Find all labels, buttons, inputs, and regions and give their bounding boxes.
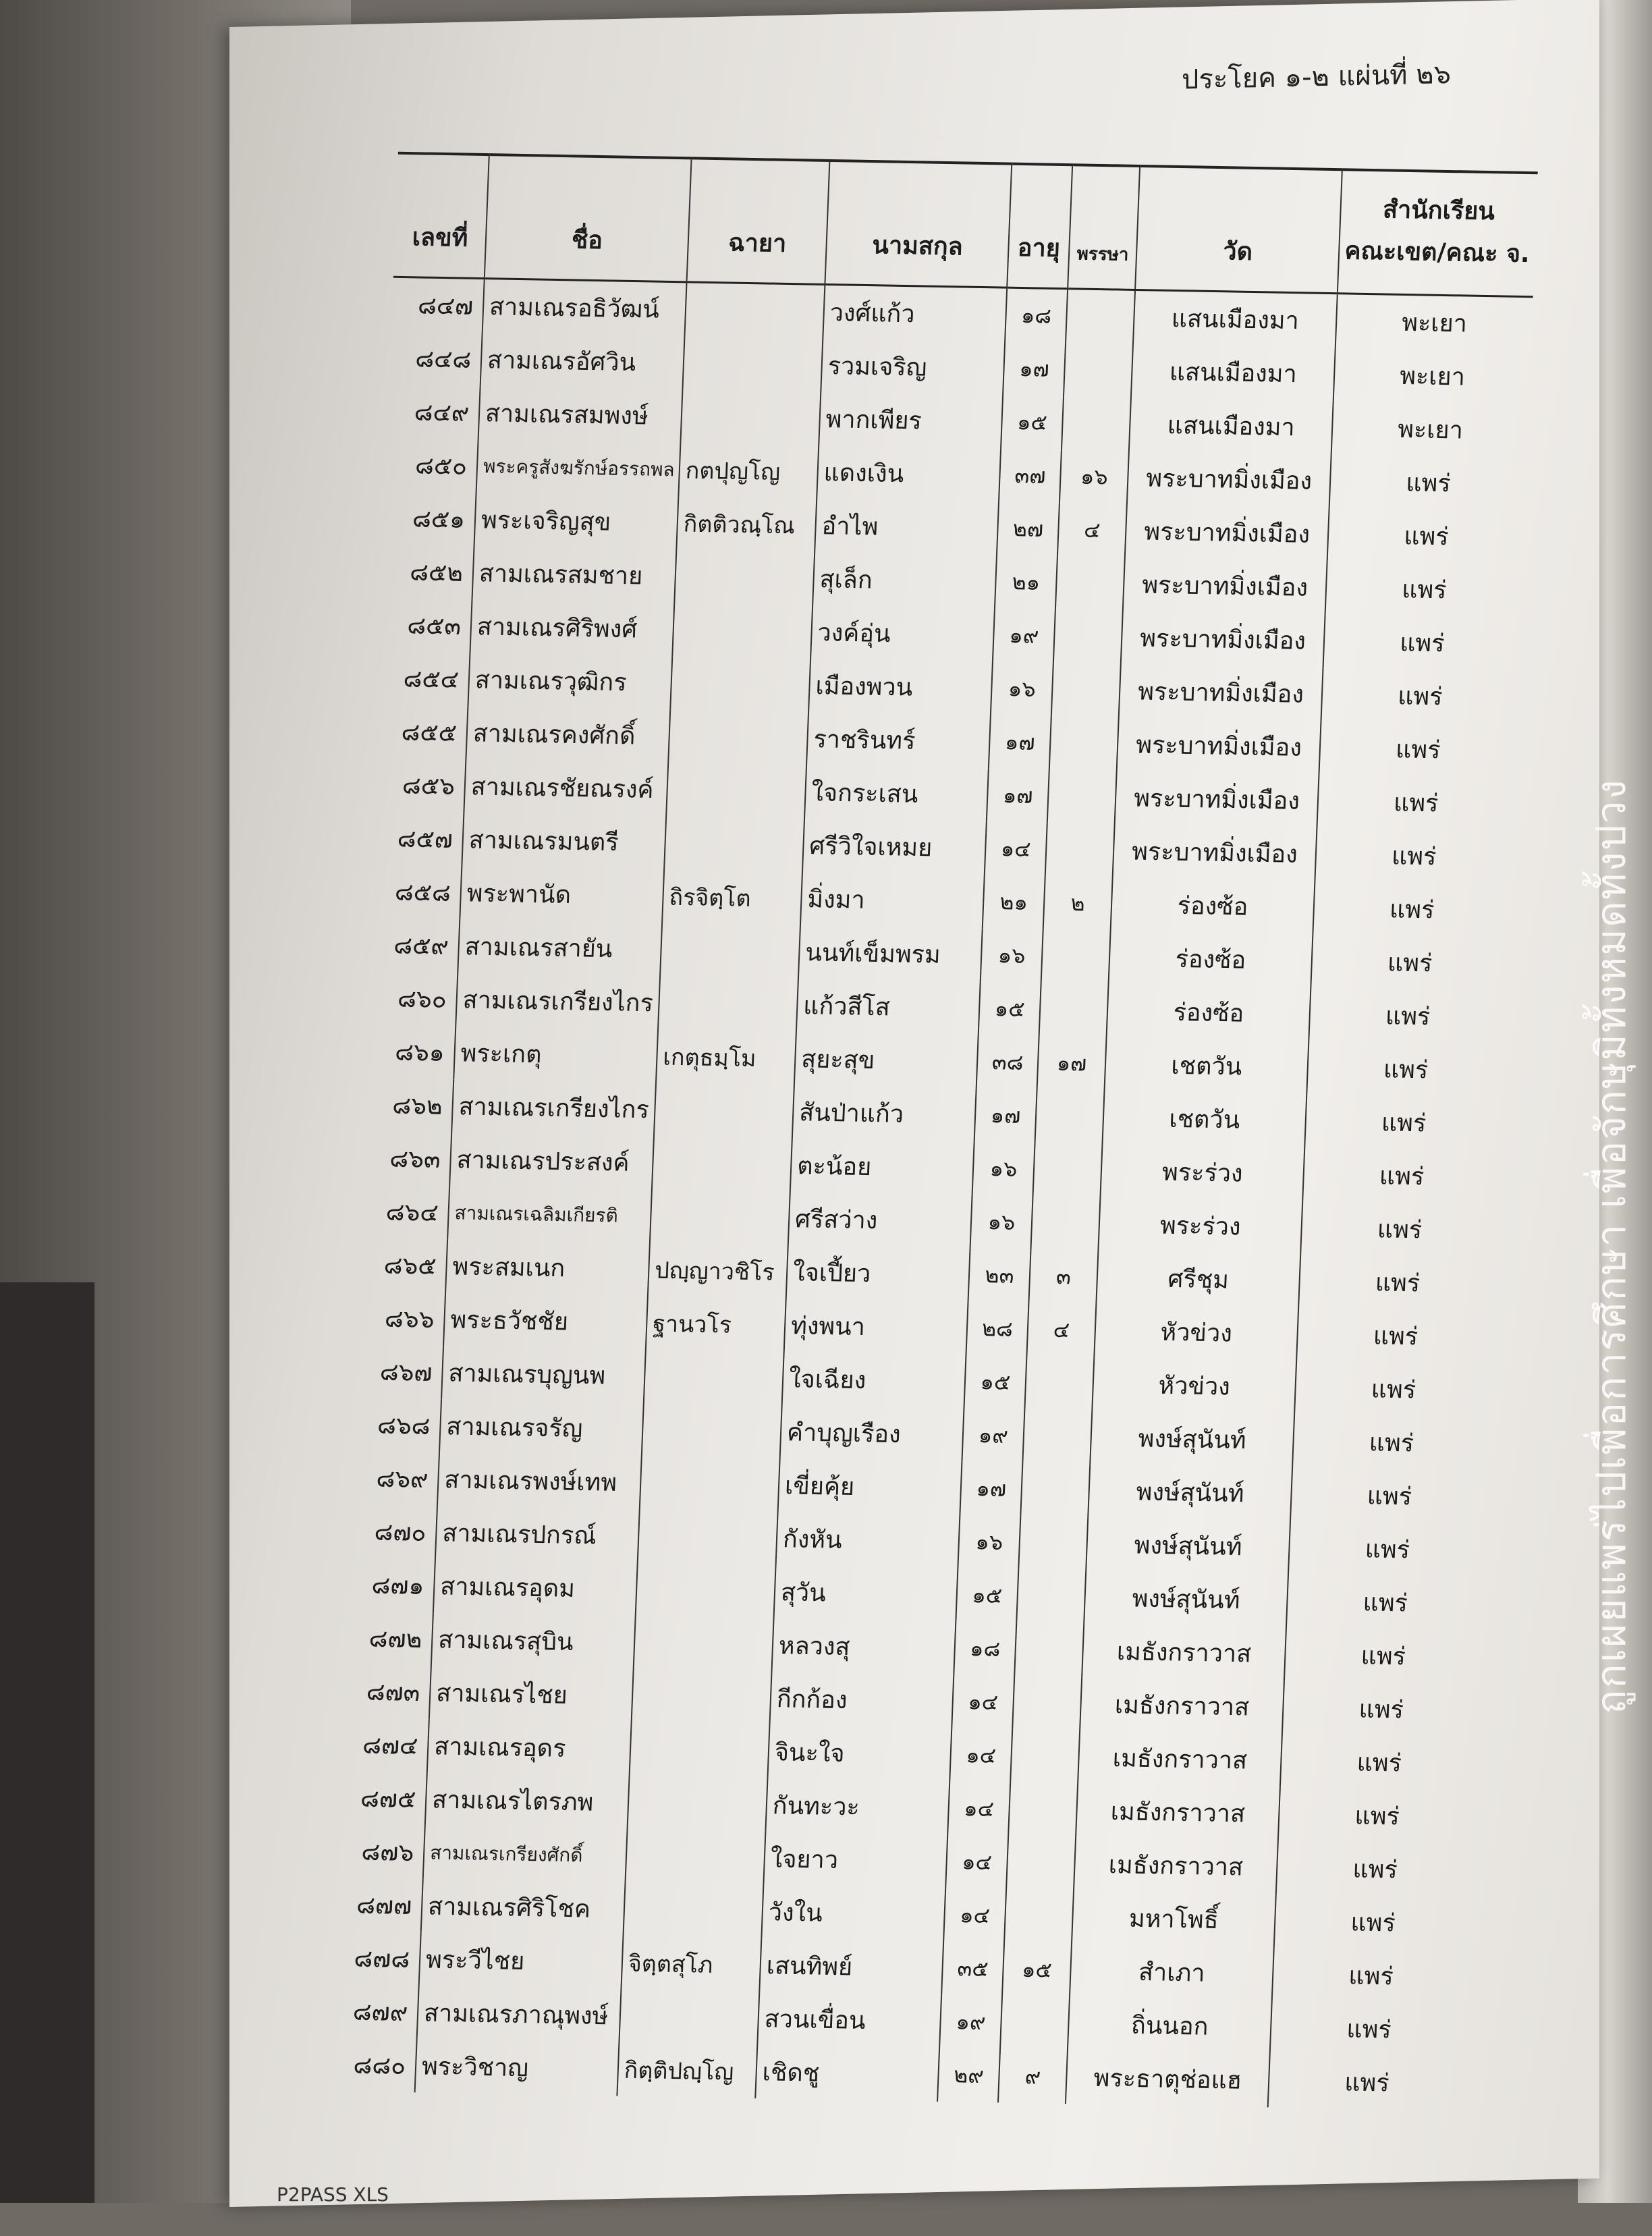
cell-name: พระสมเนก [445,1239,650,1296]
cell-no: ๘๗๘ [353,1944,410,1974]
cell-name: สามเณรเกรียงไกร [451,1079,656,1136]
cell-surname: รวมเจริญ [821,339,1005,396]
cell-alias [660,923,800,979]
cell-age: ๓๘ [976,1035,1039,1090]
cell-age: ๑๙ [993,609,1055,663]
cell-alias [628,1776,768,1832]
cell-age: ๒๗ [997,502,1059,557]
cell-temple: ร่องซ้อ [1111,877,1315,934]
cell-school: แพร่ [1302,1147,1500,1204]
cell-surname: เสนทิพย์ [759,1938,943,1995]
cell-surname: พากเพียร [819,392,1003,449]
col-header-school-bottom: คณะเขต/คณะ จ. [1344,237,1531,269]
cell-age: ๑๕ [979,982,1041,1037]
col-header-temple: วัด [1135,166,1342,294]
cell-age: ๑๖ [981,929,1043,983]
cell-school: แพร่ [1284,1627,1482,1684]
cell-school: แพร่ [1296,1307,1494,1364]
cell-name: พระเกตุ [453,1026,658,1083]
cell-surname: ตะน้อย [790,1139,974,1195]
cell-alias [674,549,815,605]
cell-surname: จินะใจ [767,1725,952,1782]
footer-mark: P2PASS XLS [277,2183,389,2206]
cell-alias [630,1723,770,1779]
cell-ordain: ๑๕ [1002,1942,1072,1997]
cell-name: สามเณรไชย [429,1666,634,1722]
cell-age: ๑๕ [956,1569,1018,1623]
cell-age: ๑๗ [1003,342,1066,397]
cell-age: ๑๔ [952,1675,1014,1730]
cell-name: สามเณรบุญนพ [441,1346,646,1402]
cell-school: แพร่ [1288,1521,1486,1577]
cell-ordain [1053,609,1123,664]
cell-age: ๑๘ [954,1622,1016,1676]
cell-age: ๑๔ [947,1782,1010,1836]
watermark-text: ถูกเผยแพร่ไปเพื่อการศึกษา เพื่อจักษุมิทั้งหมดทั้งปวง [1588,778,1635,1714]
col-header-alias: ฉายา [687,158,830,284]
cell-temple: พระธาตุช่อแฮ [1066,2050,1270,2107]
cell-temple: แสนเมืองมา [1133,290,1338,348]
cell-name: สามเณรพงษ์เทพ [437,1452,642,1509]
cell-age: ๒๘ [966,1302,1028,1357]
cell-name: สามเณรคงศักดิ์ [466,706,670,763]
cell-no: ๘๔๘ [414,345,472,374]
cell-ordain [1055,556,1125,611]
cell-school: แพร่ [1304,1094,1502,1151]
cell-temple: เมธังกราวาส [1078,1730,1282,1787]
cell-surname: อำไพ [815,499,999,555]
cell-ordain [1049,716,1119,771]
cell-no: ๘๕๐ [414,452,468,481]
cell-age: ๑๔ [943,1888,1006,1943]
cell-ordain [1018,1516,1088,1571]
cell-no: ๘๖๔ [385,1198,439,1227]
cell-no: ๘๗๐ [373,1518,427,1547]
cell-name: พระเจริญสุข [474,493,679,549]
cell-alias: จิตฺตสุโภ [621,1936,761,1992]
col-header-ordain: พรรษา [1068,165,1140,290]
cell-school: แพร่ [1278,1787,1476,1844]
cell-no: ๘๖๘ [377,1411,431,1440]
cell-school: แพร่ [1300,1201,1498,1257]
cell-alias [666,763,806,819]
cell-age: ๓๗ [999,449,1062,503]
cell-alias [632,1670,772,1726]
cell-age: ๑๗ [989,715,1051,770]
cell-ordain [1012,1676,1082,1730]
cell-school: แพร่ [1286,1574,1484,1631]
cell-school: แพร่ [1321,667,1519,724]
cell-temple: พงษ์สุนันท์ [1088,1464,1292,1521]
cell-school: แพร่ [1282,1681,1480,1737]
cell-ordain [1000,1996,1070,2050]
cell-surname: สวนเขื่อน [757,1992,941,2048]
cell-age: ๑๔ [949,1728,1012,1783]
cell-temple: เชตวัน [1105,1037,1309,1094]
cell-no: ๘๔๗ [417,292,474,321]
cell-school: แพร่ [1306,1041,1504,1097]
cell-temple: พงษ์สุนันท์ [1084,1571,1288,1627]
table-body [324,277,1533,2110]
cell-alias [672,603,813,659]
cell-name: พระธวัชชัย [443,1292,648,1349]
cell-alias: กตปุญโญ [678,443,819,499]
cell-temple: หัวข่วง [1094,1304,1298,1361]
cell-no: ๘๗๖ [360,1838,415,1867]
cell-name: สามเณรศิริโชค [421,1879,626,1936]
cell-temple: เมธังกราวาส [1076,1784,1280,1840]
cell-no: ๘๖๕ [383,1251,437,1280]
cell-temple: พระบาทมิ่งเมือง [1113,824,1317,881]
cell-ordain: ๙ [998,2049,1068,2104]
cell-temple: พระบาทมิ่งเมือง [1123,557,1327,614]
cell-no: ๘๗๗ [356,1891,412,1921]
cell-school: แพร่ [1309,987,1506,1044]
cell-no: ๘๕๘ [394,878,451,907]
cell-alias [638,1509,778,1565]
col-header-age: อายุ [1007,164,1072,289]
cell-surname: กีกก้อง [769,1672,954,1728]
cell-no: ๘๗๙ [352,1998,408,2027]
cell-ordain [1064,343,1133,398]
cell-surname: กันทะวะ [765,1778,949,1835]
cell-alias [680,389,821,445]
cell-temple: พระบาทมิ่งเมือง [1119,664,1323,721]
cell-school: แพร่ [1274,1894,1472,1951]
cell-ordain [1047,769,1117,824]
cell-alias [623,1883,763,1939]
cell-name: สามเณรอธิวัฒน์ [483,279,687,337]
col-header-school [1338,169,1538,297]
cell-surname: ศรีสว่าง [788,1192,972,1249]
cell-ordain: ๓ [1028,1249,1098,1304]
cell-no: ๘๕๑ [412,505,466,534]
cell-ordain: ๔ [1026,1303,1096,1357]
cell-age: ๒๑ [983,875,1045,930]
cell-age: ๑๗ [974,1089,1037,1143]
cell-name: สามเณรประสงค์ [449,1133,654,1189]
cell-name: สามเณรชัยณรงค์ [464,759,668,816]
cell-ordain [1022,1409,1092,1464]
cell-surname: ราชรินทร์ [806,712,991,769]
cell-alias [668,709,808,765]
cell-surname: กังหัน [776,1512,960,1569]
cell-name: สามเณรปกรณ์ [435,1506,640,1562]
cell-alias [684,282,825,339]
col-header-school-top: สำนักเรียน [1382,196,1495,226]
cell-alias [640,1456,780,1512]
cell-temple: พระบาทมิ่งเมือง [1117,717,1321,774]
cell-alias [670,656,810,712]
cell-surname: ศรีวิใจเหมย [802,819,987,875]
cell-school: แพร่ [1294,1361,1492,1417]
cell-no: ๘๕๗ [397,825,453,854]
cell-alias: ฐานวโร [646,1296,786,1352]
book-cover-edge [0,1282,94,2203]
cell-surname: วังใน [761,1885,945,1942]
cell-name: สามเณรจรัญ [439,1399,644,1456]
cell-name: พระครูสังฆรักษ์อรรถพล [476,439,681,496]
cell-name: สามเณรอุดร [427,1719,632,1776]
page-header: ประโยค ๑-๒ แผ่นที่ ๒๖ [1181,59,1451,96]
cell-age: ๒๑ [995,555,1057,610]
cell-age: ๑๔ [945,1835,1008,1890]
cell-no: ๘๕๔ [402,665,460,694]
cell-surname: วงค์อุ่น [810,605,995,662]
cell-ordain [1024,1356,1094,1411]
cell-school: พะเยา [1336,294,1533,352]
cell-surname: แดงเงิน [817,445,1001,502]
cell-age: ๑๗ [987,769,1049,823]
cell-age: ๑๖ [970,1195,1033,1250]
cell-no: ๘๖๑ [394,1038,445,1067]
cell-alias [634,1616,774,1672]
cell-ordain [1045,823,1115,877]
cell-temple: พระบาทมิ่งเมือง [1125,504,1329,561]
cell-temple: เมธังกราวาส [1074,1837,1278,1894]
cell-no: ๘๕๖ [402,771,456,800]
cell-age: ๑๗ [960,1462,1022,1517]
cell-age: ๑๘ [1005,288,1068,343]
cell-temple: พงษ์สุนันท์ [1090,1411,1294,1467]
cell-ordain: ๑๖ [1059,449,1129,504]
cell-alias: ถิรจิตฺโต [662,869,802,925]
cell-ordain [1008,1782,1078,1837]
cell-school: พะเยา [1333,348,1531,404]
col-header-name: ชื่อ [485,155,692,282]
cell-ordain [1039,983,1109,1037]
cell-name: สามเณรอัศวิน [480,333,685,389]
cell-no: ๘๖๙ [375,1465,429,1494]
cell-temple: แสนเมืองมา [1131,344,1336,401]
cell-age: ๓๕ [941,1942,1004,1996]
cell-name: พระวีไชย [419,1932,624,1989]
cell-surname: ทุ่งพนา [784,1299,968,1355]
cell-no: ๘๗๓ [366,1678,421,1708]
cell-temple: ร่องซ้อ [1107,984,1311,1041]
cell-alias [650,1189,790,1245]
cell-alias [636,1562,776,1618]
cell-alias [644,1349,784,1405]
cell-school: แพร่ [1272,1947,1470,2004]
cell-surname: มิ่งมา [800,872,985,929]
cell-alias: เกตุธมฺโม [656,1029,796,1085]
cell-no: ๘๕๒ [409,558,464,587]
cell-alias [619,1990,759,2046]
cell-temple: พงษ์สุนันท์ [1086,1517,1290,1574]
cell-no: ๘๖๖ [384,1305,435,1334]
cell-alias [626,1830,766,1886]
cell-surname: สุวัน [774,1565,958,1622]
cell-ordain [1014,1623,1084,1677]
cell-school: แพร่ [1327,508,1525,564]
col-header-no: เลขที่ [393,153,489,279]
cell-temple: เมธังกราวาส [1082,1624,1286,1681]
cell-school: แพร่ [1290,1467,1488,1524]
cell-surname: วงศ์แก้ว [823,284,1007,342]
cell-name: สามเณรมนตรี [462,813,666,869]
cell-name: สามเณรสายัน [458,919,662,976]
cell-ordain [1030,1196,1100,1251]
cell-temple: สำเภา [1070,1944,1274,2000]
cell-school: พะเยา [1331,401,1529,458]
cell-school: แพร่ [1325,561,1523,618]
cell-ordain [1033,1143,1103,1197]
cell-age: ๑๙ [962,1409,1024,1463]
cell-no: ๘๗๑ [370,1571,425,1601]
cell-no: ๘๗๒ [368,1625,423,1654]
cell-no: ๘๖๓ [389,1145,441,1174]
cell-age: ๑๙ [939,1995,1002,2050]
cell-alias: ปญฺญาวชิโร [648,1243,788,1299]
cell-temple: เมธังกราวาส [1080,1677,1284,1734]
cell-surname: แก้วสีโส [796,979,981,1035]
cell-surname: นนท์เข็มพรม [798,925,983,982]
cell-alias: กิตฺติปญฺโญ [617,2043,757,2099]
cell-surname: คำบุญเรือง [780,1405,964,1462]
cell-no: ๘๖๒ [391,1091,443,1120]
cell-alias [664,816,804,872]
cell-ordain [1006,1836,1076,1890]
cell-temple: พระบาทมิ่งเมือง [1127,451,1331,508]
cell-temple: พระร่วง [1098,1197,1302,1254]
table-header-row [393,153,1538,297]
cell-alias: กิตติวณฺโณ [676,496,817,552]
cell-no: ๘๔๙ [413,398,470,427]
cell-name: สามเณรวุฒิกร [468,653,672,709]
cell-school: แพร่ [1276,1840,1474,1897]
cell-name: พระพานัด [460,866,664,923]
cell-no: ๘๗๕ [360,1784,417,1814]
cell-alias [654,1083,794,1139]
cell-age: ๑๕ [1001,396,1064,450]
cell-ordain [1016,1569,1086,1624]
cell-school: แพร่ [1313,881,1510,937]
cell-surname: ใจเฉียง [782,1352,966,1409]
cell-temple: หัวข่วง [1092,1357,1296,1414]
cell-school: แพร่ [1329,454,1527,511]
cell-no: ๘๖๗ [379,1358,433,1387]
cell-temple: มหาโพธิ์ [1072,1890,1276,1947]
cell-no: ๘๖๐ [397,985,447,1014]
cell-ordain [1066,289,1135,344]
cell-temple: เชตวัน [1102,1091,1306,1147]
cell-ordain [1062,396,1131,451]
cell-temple: ร่องซ้อ [1109,931,1313,987]
cell-surname: สุเล็ก [813,552,997,609]
cell-age: ๑๖ [991,662,1053,717]
cell-temple: พระบาทมิ่งเมือง [1115,771,1319,827]
cell-ordain [1004,1889,1074,1944]
cell-name: สามเณรเกรียงไกร [456,973,660,1029]
cell-surname: สันป่าแก้ว [792,1085,976,1142]
cell-surname: สุยะสุข [794,1032,979,1089]
cell-school: แพร่ [1268,2054,1466,2110]
cell-name: สามเณรเฉลิมเกียรติ [447,1186,652,1243]
cell-ordain [1035,1089,1105,1144]
cell-no: ๘๘๐ [352,2051,406,2081]
cell-name: สามเณรสมพงษ์ [478,386,683,443]
document-page [229,0,1599,2207]
cell-name: สามเณรไตรภพ [425,1772,630,1829]
results-table-area [320,152,1538,2210]
cell-temple: ถิ่นนอก [1068,1997,1272,2054]
cell-temple: พระบาทมิ่งเมือง [1121,611,1325,667]
cell-alias [658,976,798,1032]
cell-name: สามเณรสุบิน [431,1612,636,1669]
cell-name: สามเณรอุดม [433,1559,638,1616]
cell-ordain [1020,1463,1090,1517]
cell-school: แพร่ [1315,827,1512,884]
cell-school: แพร่ [1317,774,1514,831]
cell-ordain [1041,929,1111,984]
cell-temple: ศรีชุม [1096,1251,1300,1307]
cell-surname: เชิดชู [755,2045,939,2102]
cell-surname: เมืองพวน [808,659,993,715]
cell-no: ๘๕๓ [406,611,462,640]
cell-name: พระวิชาญ [415,2039,620,2096]
results-table [324,152,1538,2111]
cell-temple: แสนเมืองมา [1129,398,1333,454]
col-header-surname: นามสกุล [825,161,1012,288]
cell-school: แพร่ [1270,2000,1468,2057]
cell-age: ๒๓ [968,1249,1031,1303]
cell-ordain [1051,663,1121,717]
cell-surname: ใจยาว [763,1832,947,1888]
cell-ordain: ๑๗ [1037,1036,1107,1091]
cell-school: แพร่ [1323,614,1521,671]
cell-school: แพร่ [1311,934,1508,991]
cell-name: สามเณรภาณุพงษ์ [417,1986,622,2042]
cell-age: ๒๙ [937,2048,1000,2103]
cell-alias [682,336,823,392]
cell-surname: ใจเปี้ยว [786,1245,970,1302]
cell-temple: พระร่วง [1100,1144,1304,1201]
cell-no: ๘๕๕ [400,718,458,747]
cell-name: สามเณรเกรียงศักดิ์ [423,1826,628,1882]
cell-school: แพร่ [1319,721,1516,778]
cell-age: ๑๕ [964,1355,1026,1410]
cell-alias [652,1136,792,1192]
cell-ordain: ๔ [1057,503,1127,557]
cell-no: ๘๕๙ [393,931,449,960]
cell-school: แพร่ [1280,1734,1478,1791]
cell-name: สามเณรศิริพงศ์ [470,599,674,656]
cell-school: แพร่ [1298,1254,1496,1311]
cell-age: ๑๔ [985,822,1047,877]
cell-surname: หลวงสุ [772,1618,956,1675]
cell-school: แพร่ [1292,1414,1490,1471]
cell-age: ๑๖ [972,1142,1035,1197]
cell-surname: ใจกระเสน [804,765,989,822]
cell-alias [642,1402,782,1458]
cell-age: ๑๖ [958,1515,1020,1570]
cell-ordain [1010,1729,1080,1784]
cell-surname: เขี่ยคุ้ย [778,1458,962,1515]
cell-name: สามเณรสมชาย [472,546,677,603]
cell-ordain: ๒ [1043,876,1113,931]
cell-no: ๘๗๔ [362,1731,419,1761]
